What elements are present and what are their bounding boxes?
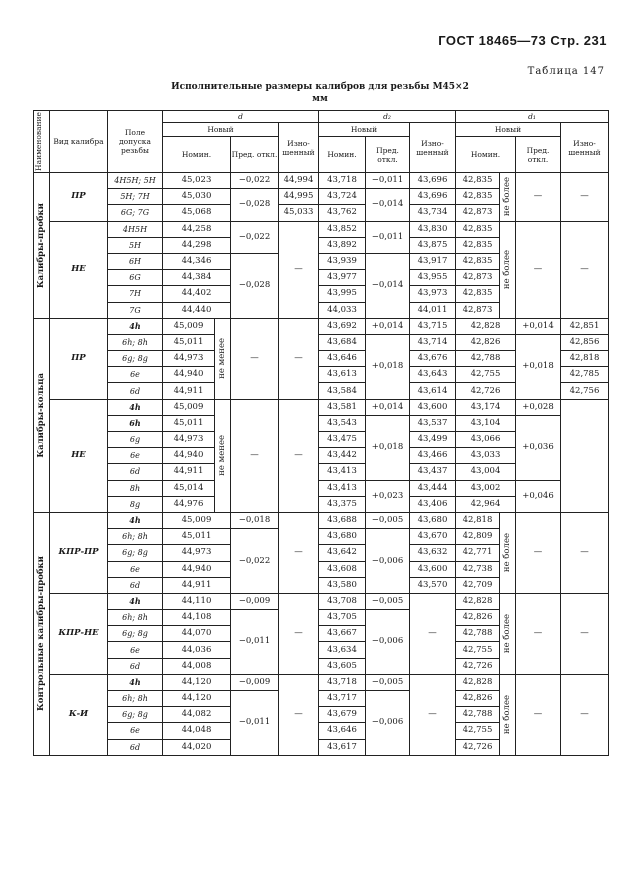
table-cell: 42,828	[456, 674, 500, 690]
table-cell: 43,375	[319, 496, 366, 512]
table-cell: 43,892	[319, 237, 366, 253]
table-cell: 43,692	[319, 318, 366, 334]
table-cell: 6g; 8g	[108, 545, 163, 561]
table-cell: 43,684	[319, 334, 366, 350]
table-cell: 42,771	[456, 545, 500, 561]
table-cell: 44,048	[163, 723, 231, 739]
table-cell: −0,009	[231, 674, 279, 690]
table-number: Таблица 147	[527, 66, 605, 77]
table-cell: 43,852	[319, 221, 366, 237]
table-cell: —	[561, 674, 609, 755]
table-cell: 42,755	[456, 642, 500, 658]
table-cell: 43,617	[319, 739, 366, 755]
d1-nom-header: Номин.	[456, 137, 516, 173]
table-cell: 42,809	[456, 529, 500, 545]
table-cell: 5H; 7H	[108, 189, 163, 205]
table-cell: 44,036	[163, 642, 231, 658]
table-cell: 43,762	[319, 205, 366, 221]
table-cell: 43,642	[319, 545, 366, 561]
table-cell: 7G	[108, 302, 163, 318]
kind-ring-pr: ПР	[50, 318, 108, 399]
table-cell: 42,755	[456, 723, 500, 739]
table-cell: +0,014	[366, 318, 410, 334]
table-cell: 42,756	[561, 383, 609, 399]
d2-dev-header: Пред. откл.	[366, 137, 410, 173]
table-cell: 42,964	[456, 496, 516, 512]
table-cell: 44,940	[163, 448, 215, 464]
table-cell: 43,033	[456, 448, 516, 464]
kind-ring-ne: НЕ	[50, 399, 108, 512]
table-cell: 43,584	[319, 383, 366, 399]
table-cell: 45,009	[163, 318, 215, 334]
table-cell: 44,973	[163, 351, 215, 367]
table-cell: 43,608	[319, 561, 366, 577]
table-cell: 43,688	[319, 512, 366, 528]
table-cell: —	[561, 173, 609, 222]
col-name-header: Наименование	[34, 111, 50, 173]
table-cell: 45,011	[163, 415, 215, 431]
table-cell: 44,995	[279, 189, 319, 205]
table-cell: 6d	[108, 464, 163, 480]
table-cell: 4H5H	[108, 221, 163, 237]
table-cell: 44,082	[163, 707, 231, 723]
page-header: ГОСТ 18465—73 Стр. 231	[438, 33, 607, 48]
d-new-header: Новый	[163, 123, 279, 137]
table-cell: 42,856	[561, 334, 609, 350]
table-cell: +0,014	[516, 318, 561, 334]
table-cell: −0,006	[366, 691, 410, 756]
kind-k-i: К-И	[50, 674, 108, 755]
table-cell: 42,835	[456, 221, 500, 237]
table-cell: −0,028	[231, 253, 279, 318]
table-cell: 43,718	[319, 674, 366, 690]
table-cell: 42,873	[456, 205, 500, 221]
table-cell: —	[516, 173, 561, 222]
table-cell: 44,911	[163, 383, 215, 399]
table-cell: 6H	[108, 253, 163, 269]
table-cell: +0,028	[516, 399, 561, 415]
table-cell: 43,714	[410, 334, 456, 350]
table-cell: 43,679	[319, 707, 366, 723]
table-cell: 43,724	[319, 189, 366, 205]
table-cell: 6e	[108, 642, 163, 658]
d1-worn-header: Изно- шенный	[561, 123, 609, 173]
table-cell: 43,413	[319, 464, 366, 480]
table-cell: 43,715	[410, 318, 456, 334]
group-control: Контрольные калибры-пробки	[34, 512, 50, 755]
table-cell: 43,004	[456, 464, 516, 480]
table-cell: 43,680	[319, 529, 366, 545]
table-cell: 6e	[108, 723, 163, 739]
table-cell: 6e	[108, 561, 163, 577]
table-cell: 43,413	[319, 480, 366, 496]
table-cell: 43,600	[410, 561, 456, 577]
table-cell: 43,955	[410, 270, 456, 286]
table-cell: 42,785	[561, 367, 609, 383]
table-cell: 43,580	[319, 577, 366, 593]
table-cell: +0,036	[516, 415, 561, 480]
table-cell: +0,018	[366, 334, 410, 399]
table-cell: −0,011	[231, 610, 279, 675]
table-cell: 43,104	[456, 415, 516, 431]
table-cell: 42,709	[456, 577, 500, 593]
table-cell: —	[516, 221, 561, 318]
table-cell: 44,008	[163, 658, 231, 674]
table-cell: −0,014	[366, 189, 410, 221]
table-cell: 42,826	[456, 334, 516, 350]
table-cell: 45,030	[163, 189, 231, 205]
table-cell: 43,632	[410, 545, 456, 561]
table-cell: 4H5H; 5H	[108, 173, 163, 189]
d-nom-header: Номин.	[163, 137, 231, 173]
table-cell: 43,696	[410, 189, 456, 205]
caption-unit: мм	[312, 94, 328, 104]
table-cell: не более	[500, 674, 516, 755]
table-cell: 43,475	[319, 432, 366, 448]
table-cell: 43,437	[410, 464, 456, 480]
table-cell: 42,788	[456, 626, 500, 642]
table-cell: 7H	[108, 286, 163, 302]
table-cell: 44,033	[319, 302, 366, 318]
table-cell: 43,174	[456, 399, 516, 415]
table-cell: 43,543	[319, 415, 366, 431]
table-cell: 45,033	[279, 205, 319, 221]
table-cell: 4h	[108, 399, 163, 415]
table-cell: 43,830	[410, 221, 456, 237]
table-cell: −0,005	[366, 512, 410, 528]
d2-nom-header: Номин.	[319, 137, 366, 173]
table-cell: 43,734	[410, 205, 456, 221]
table-cell: 42,828	[456, 318, 516, 334]
table-cell: −0,011	[366, 221, 410, 253]
caption-title: Исполнительные размеры калибров для резьбы М45×2	[171, 82, 469, 92]
table-cell: 6d	[108, 577, 163, 593]
table-cell: 4h	[108, 512, 163, 528]
table-cell: 45,009	[163, 399, 215, 415]
table-cell: 6G; 7G	[108, 205, 163, 221]
table-cell: —	[279, 593, 319, 674]
table-cell: 6h	[108, 415, 163, 431]
table-cell: 6h; 8h	[108, 529, 163, 545]
table-cell: 6h; 8h	[108, 610, 163, 626]
table-cell: −0,005	[366, 674, 410, 690]
table-cell: 44,020	[163, 739, 231, 755]
table-cell: 43,442	[319, 448, 366, 464]
d2-new-header: Новый	[319, 123, 410, 137]
table-cell: 45,011	[163, 334, 215, 350]
table-cell: 42,726	[456, 739, 500, 755]
table-cell: 6d	[108, 383, 163, 399]
table-cell: 6g; 8g	[108, 351, 163, 367]
table-cell: 5H	[108, 237, 163, 253]
table-caption	[150, 81, 490, 105]
kind-kpr-ne: КПР-НЕ	[50, 593, 108, 674]
table-cell: 42,835	[456, 173, 500, 189]
table-cell: не более	[500, 512, 516, 593]
table-cell: —	[279, 674, 319, 755]
gauge-dimensions-table	[33, 110, 609, 756]
table-cell: 43,917	[410, 253, 456, 269]
table-cell: —	[561, 593, 609, 674]
col-d1-header: d₁	[456, 111, 609, 123]
table-cell: 43,676	[410, 351, 456, 367]
table-cell: —	[516, 512, 561, 593]
table-cell: 43,680	[410, 512, 456, 528]
table-cell: —	[561, 512, 609, 593]
table-cell: 43,696	[410, 173, 456, 189]
table-cell: 45,014	[163, 480, 215, 496]
table-cell: 44,120	[163, 674, 231, 690]
table-cell: 42,726	[456, 383, 516, 399]
table-cell: 44,973	[163, 545, 231, 561]
table-cell: 44,911	[163, 464, 215, 480]
table-row	[34, 512, 609, 528]
table-row	[34, 593, 609, 609]
table-cell: −0,028	[231, 189, 279, 221]
table-cell: 42,826	[456, 610, 500, 626]
table-cell: 45,023	[163, 173, 231, 189]
table-cell: 44,346	[163, 253, 231, 269]
table-cell: —	[561, 221, 609, 318]
table-cell: 43,570	[410, 577, 456, 593]
table-cell: 6d	[108, 658, 163, 674]
table-cell: 44,940	[163, 367, 215, 383]
d1-new-header: Новый	[456, 123, 561, 137]
table-cell: 6d	[108, 739, 163, 755]
table-cell: 44,070	[163, 626, 231, 642]
table-cell: не более	[500, 221, 516, 318]
table-cell: 6g; 8g	[108, 707, 163, 723]
table-cell: 6h; 8h	[108, 691, 163, 707]
table-cell: не менее	[215, 318, 231, 399]
table-cell: 42,835	[456, 286, 500, 302]
table-cell: 44,911	[163, 577, 231, 593]
table-cell: —	[279, 512, 319, 593]
col-d2-header: d₂	[319, 111, 456, 123]
table-cell: —	[231, 399, 279, 512]
table-cell: +0,023	[366, 480, 410, 512]
table-cell: 44,384	[163, 270, 231, 286]
table-cell: не более	[500, 593, 516, 674]
table-cell: —	[279, 318, 319, 399]
table-cell: +0,018	[366, 415, 410, 480]
table-cell: 4h	[108, 593, 163, 609]
kind-pr: ПР	[50, 173, 108, 222]
table-cell: −0,018	[231, 512, 279, 528]
table-cell: 43,973	[410, 286, 456, 302]
table-cell: −0,011	[231, 691, 279, 756]
table-cell: 44,108	[163, 610, 231, 626]
table-cell: 43,939	[319, 253, 366, 269]
table-cell	[561, 399, 609, 512]
table-cell: 42,828	[456, 593, 500, 609]
table-cell: 42,873	[456, 270, 500, 286]
table-cell: 6e	[108, 448, 163, 464]
table-cell: 42,835	[456, 237, 500, 253]
table-cell: 42,835	[456, 189, 500, 205]
table-cell: 43,605	[319, 658, 366, 674]
table-cell: 8g	[108, 496, 163, 512]
d-worn-header: Изно- шенный	[279, 123, 319, 173]
table-cell: —	[279, 399, 319, 512]
table-cell: 43,995	[319, 286, 366, 302]
table-cell: 43,705	[319, 610, 366, 626]
table-cell: —	[279, 221, 319, 318]
table-row	[34, 334, 609, 350]
table-cell: 6h; 8h	[108, 334, 163, 350]
table-cell: −0,005	[366, 593, 410, 609]
table-row	[34, 221, 609, 237]
group-rings: Калибры-кольца	[34, 318, 50, 512]
table-cell: 6g; 8g	[108, 626, 163, 642]
table-cell: 42,851	[561, 318, 609, 334]
table-cell: 8h	[108, 480, 163, 496]
table-cell: 44,402	[163, 286, 231, 302]
table-cell: 43,708	[319, 593, 366, 609]
table-cell: не более	[500, 173, 516, 222]
table-cell: 45,068	[163, 205, 231, 221]
table-cell: −0,006	[366, 610, 410, 675]
table-row	[34, 173, 609, 189]
table-cell: −0,022	[231, 221, 279, 253]
table-row	[34, 399, 609, 415]
table-cell: 45,009	[163, 512, 231, 528]
table-cell: −0,022	[231, 173, 279, 189]
table-cell: 44,976	[163, 496, 215, 512]
table-cell: 44,440	[163, 302, 231, 318]
table-cell: 42,755	[456, 367, 516, 383]
table-row	[34, 674, 609, 690]
table-row	[34, 318, 609, 334]
group-plugs: Калибры-пробки	[34, 173, 50, 319]
table-cell: —	[410, 674, 456, 755]
table-cell: 42,826	[456, 691, 500, 707]
table-cell: —	[231, 318, 279, 399]
table-cell: 42,818	[456, 512, 500, 528]
col-d-header: d	[163, 111, 319, 123]
table-row	[34, 480, 609, 496]
table-cell: +0,018	[516, 334, 561, 399]
table-cell: +0,046	[516, 480, 561, 512]
table-cell: 43,499	[410, 432, 456, 448]
table-cell: 43,670	[410, 529, 456, 545]
table-cell: 44,120	[163, 691, 231, 707]
table-cell: 43,002	[456, 480, 516, 496]
table-cell: 42,873	[456, 302, 500, 318]
table-cell: 42,788	[456, 351, 516, 367]
table-cell: 43,613	[319, 367, 366, 383]
d2-worn-header: Изно- шенный	[410, 123, 456, 173]
table-cell: 43,646	[319, 723, 366, 739]
table-cell: 43,581	[319, 399, 366, 415]
table-cell: 43,634	[319, 642, 366, 658]
table-cell: 43,646	[319, 351, 366, 367]
table-cell: 43,667	[319, 626, 366, 642]
table-cell: 43,718	[319, 173, 366, 189]
table-row	[34, 415, 609, 431]
table-cell: −0,009	[231, 593, 279, 609]
table-cell: 43,875	[410, 237, 456, 253]
table-cell: 42,726	[456, 658, 500, 674]
table-cell: 6g	[108, 432, 163, 448]
table-cell: 42,835	[456, 253, 500, 269]
table-cell: 43,977	[319, 270, 366, 286]
col-kind-header: Вид калибра	[50, 111, 108, 173]
table-cell: 43,466	[410, 448, 456, 464]
table-cell: 4h	[108, 318, 163, 334]
table-cell: 43,600	[410, 399, 456, 415]
table-cell: 43,406	[410, 496, 456, 512]
table-cell: 44,940	[163, 561, 231, 577]
table-cell: 43,537	[410, 415, 456, 431]
table-cell: −0,014	[366, 253, 410, 318]
table-cell: не менее	[215, 399, 231, 512]
table-cell: 43,643	[410, 367, 456, 383]
d1-dev-header: Пред. откл.	[516, 137, 561, 173]
table-cell: 43,444	[410, 480, 456, 496]
table-cell: 44,011	[410, 302, 456, 318]
table-cell: +0,014	[366, 399, 410, 415]
kind-ne: НЕ	[50, 221, 108, 318]
table-cell: 42,818	[561, 351, 609, 367]
table-cell: 44,994	[279, 173, 319, 189]
table-cell: 6e	[108, 367, 163, 383]
table-cell: —	[410, 593, 456, 674]
table-cell: 43,614	[410, 383, 456, 399]
kind-kpr-pr: КПР-ПР	[50, 512, 108, 593]
table-cell: 4h	[108, 674, 163, 690]
table-cell: 43,066	[456, 432, 516, 448]
table-cell: −0,022	[231, 529, 279, 594]
table-cell: 42,738	[456, 561, 500, 577]
table-cell: 45,011	[163, 529, 231, 545]
col-tolerance-header: Поле допуска резьбы	[108, 111, 163, 173]
table-cell: —	[516, 593, 561, 674]
table-cell: 42,788	[456, 707, 500, 723]
table-cell: —	[516, 674, 561, 755]
table-cell: 6G	[108, 270, 163, 286]
table-cell: −0,006	[366, 529, 410, 594]
table-cell: −0,011	[366, 173, 410, 189]
table-cell: 43,717	[319, 691, 366, 707]
table-cell: 44,258	[163, 221, 231, 237]
table-cell: 44,973	[163, 432, 215, 448]
d-dev-header: Пред. откл.	[231, 137, 279, 173]
table-cell: 44,110	[163, 593, 231, 609]
table-cell: 44,298	[163, 237, 231, 253]
